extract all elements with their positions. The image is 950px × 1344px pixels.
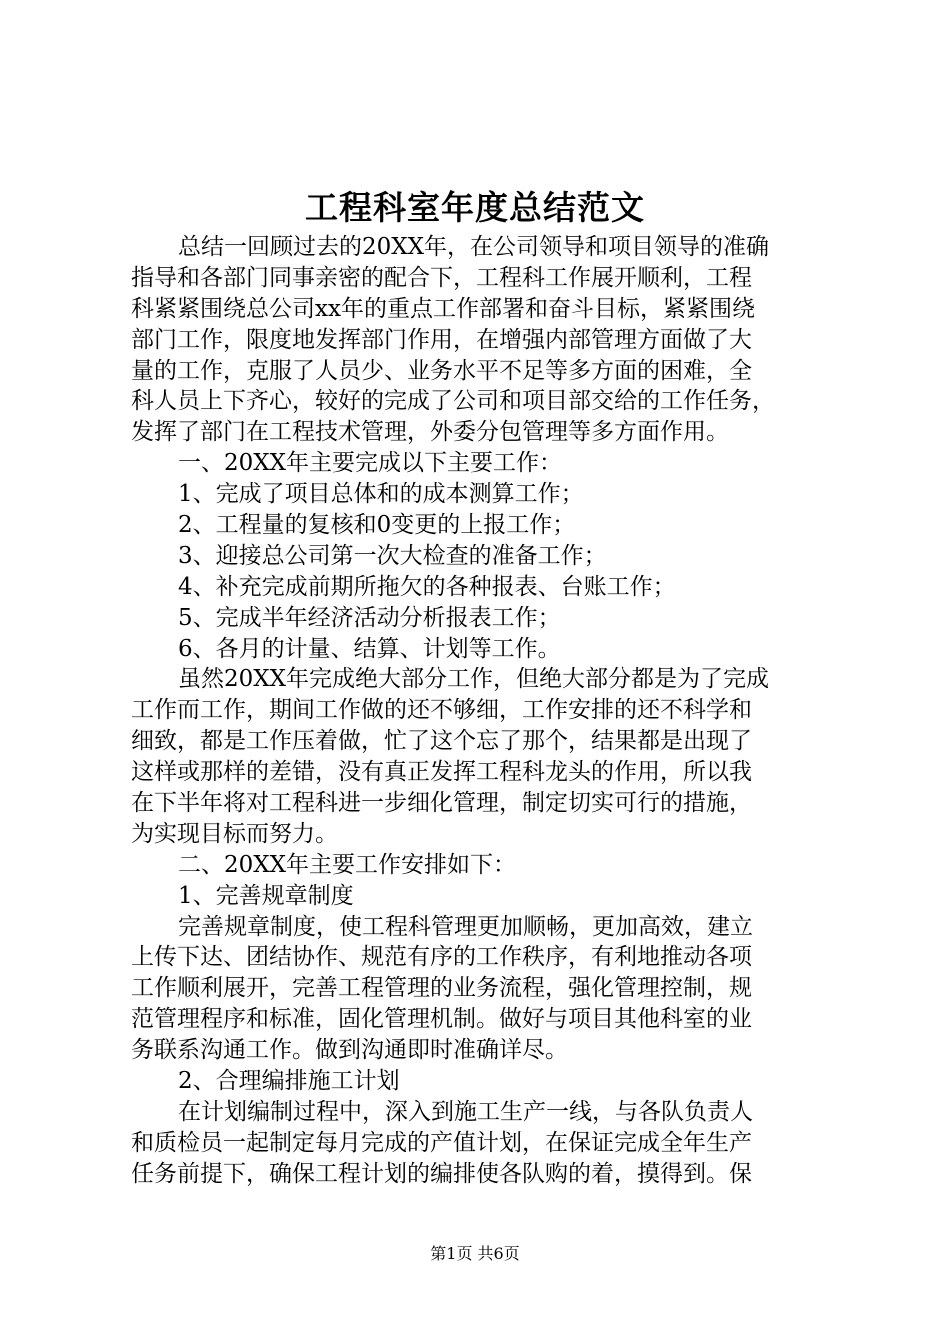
- paragraph-line: 和质检员一起制定每月完成的产值计划，在保证完成全年生产: [131, 1129, 752, 1156]
- paragraph-line: 虽然20XX年完成绝大部分工作，但绝大部分都是为了完成: [178, 666, 770, 693]
- paragraph-line: 完善规章制度，使工程科管理更加顺畅，更加高效，建立: [178, 913, 753, 940]
- page-number: 第1页 共6页: [430, 1244, 520, 1263]
- paragraph-line: 在计划编制过程中，深入到施工生产一线，与各队负责人: [178, 1098, 753, 1125]
- document-body: [131, 232, 831, 1190]
- paragraph-line: 务联系沟通工作。做到沟通即时准确详尽。: [131, 1037, 568, 1064]
- paragraph-line: 发挥了部门在工程技术管理，外委分包管理等多方面作用。: [131, 419, 729, 446]
- paragraph-line: 科人员上下齐心，较好的完成了公司和项目部交给的工作任务，: [131, 388, 775, 415]
- list-item: 4、补充完成前期所拖欠的各种报表、台账工作；: [178, 573, 676, 600]
- subsection-heading: 2、合理编排施工计划: [178, 1068, 400, 1095]
- paragraph-line: 指导和各部门同事亲密的配合下，工程科工作展开顺利，工程: [131, 264, 752, 291]
- paragraph-line: 工作顺利展开，完善工程管理的业务流程，强化管理控制，规: [131, 975, 752, 1002]
- paragraph-line: 为实现目标而努力。: [131, 820, 338, 847]
- paragraph-line: 在下半年将对工程科进一步细化管理，制定切实可行的措施，: [131, 790, 752, 817]
- document-title: 工程科室年度总结范文: [305, 188, 645, 227]
- paragraph-line: 上传下达、团结协作、规范有序的工作秩序，有利地推动各项: [131, 944, 752, 971]
- paragraph-line: 范管理程序和标准，固化管理机制。做好与项目其他科室的业: [131, 1006, 752, 1033]
- paragraph-line: 部门工作，限度地发挥部门作用，在增强内部管理方面做了大: [131, 326, 752, 353]
- paragraph-line: 量的工作，克服了人员少、业务水平不足等多方面的困难，全: [131, 357, 752, 384]
- section-heading: 二、20XX年主要工作安排如下：: [178, 851, 517, 878]
- list-item: 3、迎接总公司第一次大检查的准备工作；: [178, 542, 607, 569]
- paragraph-line: 细致，都是工作压着做，忙了这个忘了那个，结果都是出现了: [131, 728, 752, 755]
- list-item: 2、工程量的复核和0变更的上报工作；: [178, 512, 576, 539]
- list-item: 1、完成了项目总体和的成本测算工作；: [178, 481, 584, 508]
- paragraph-line: 任务前提下，确保工程计划的编排使各队购的着，摸得到。保: [131, 1160, 752, 1187]
- section-heading: 一、20XX年主要完成以下主要工作：: [178, 450, 563, 477]
- list-item: 5、完成半年经济活动分析报表工作；: [178, 604, 561, 631]
- paragraph-line: 工作而工作，期间工作做的还不够细，工作安排的还不科学和: [131, 697, 752, 724]
- paragraph-line: 科紧紧围绕总公司xx年的重点工作部署和奋斗目标，紧紧围绕: [131, 295, 755, 322]
- list-item: 6、各月的计量、结算、计划等工作。: [178, 635, 561, 662]
- paragraph-line: 总结一回顾过去的20XX年，在公司领导和项目领导的准确: [178, 234, 770, 260]
- paragraph-line: 这样或那样的差错，没有真正发挥工程科龙头的作用，所以我: [131, 759, 752, 786]
- subsection-heading: 1、完善规章制度: [178, 882, 354, 909]
